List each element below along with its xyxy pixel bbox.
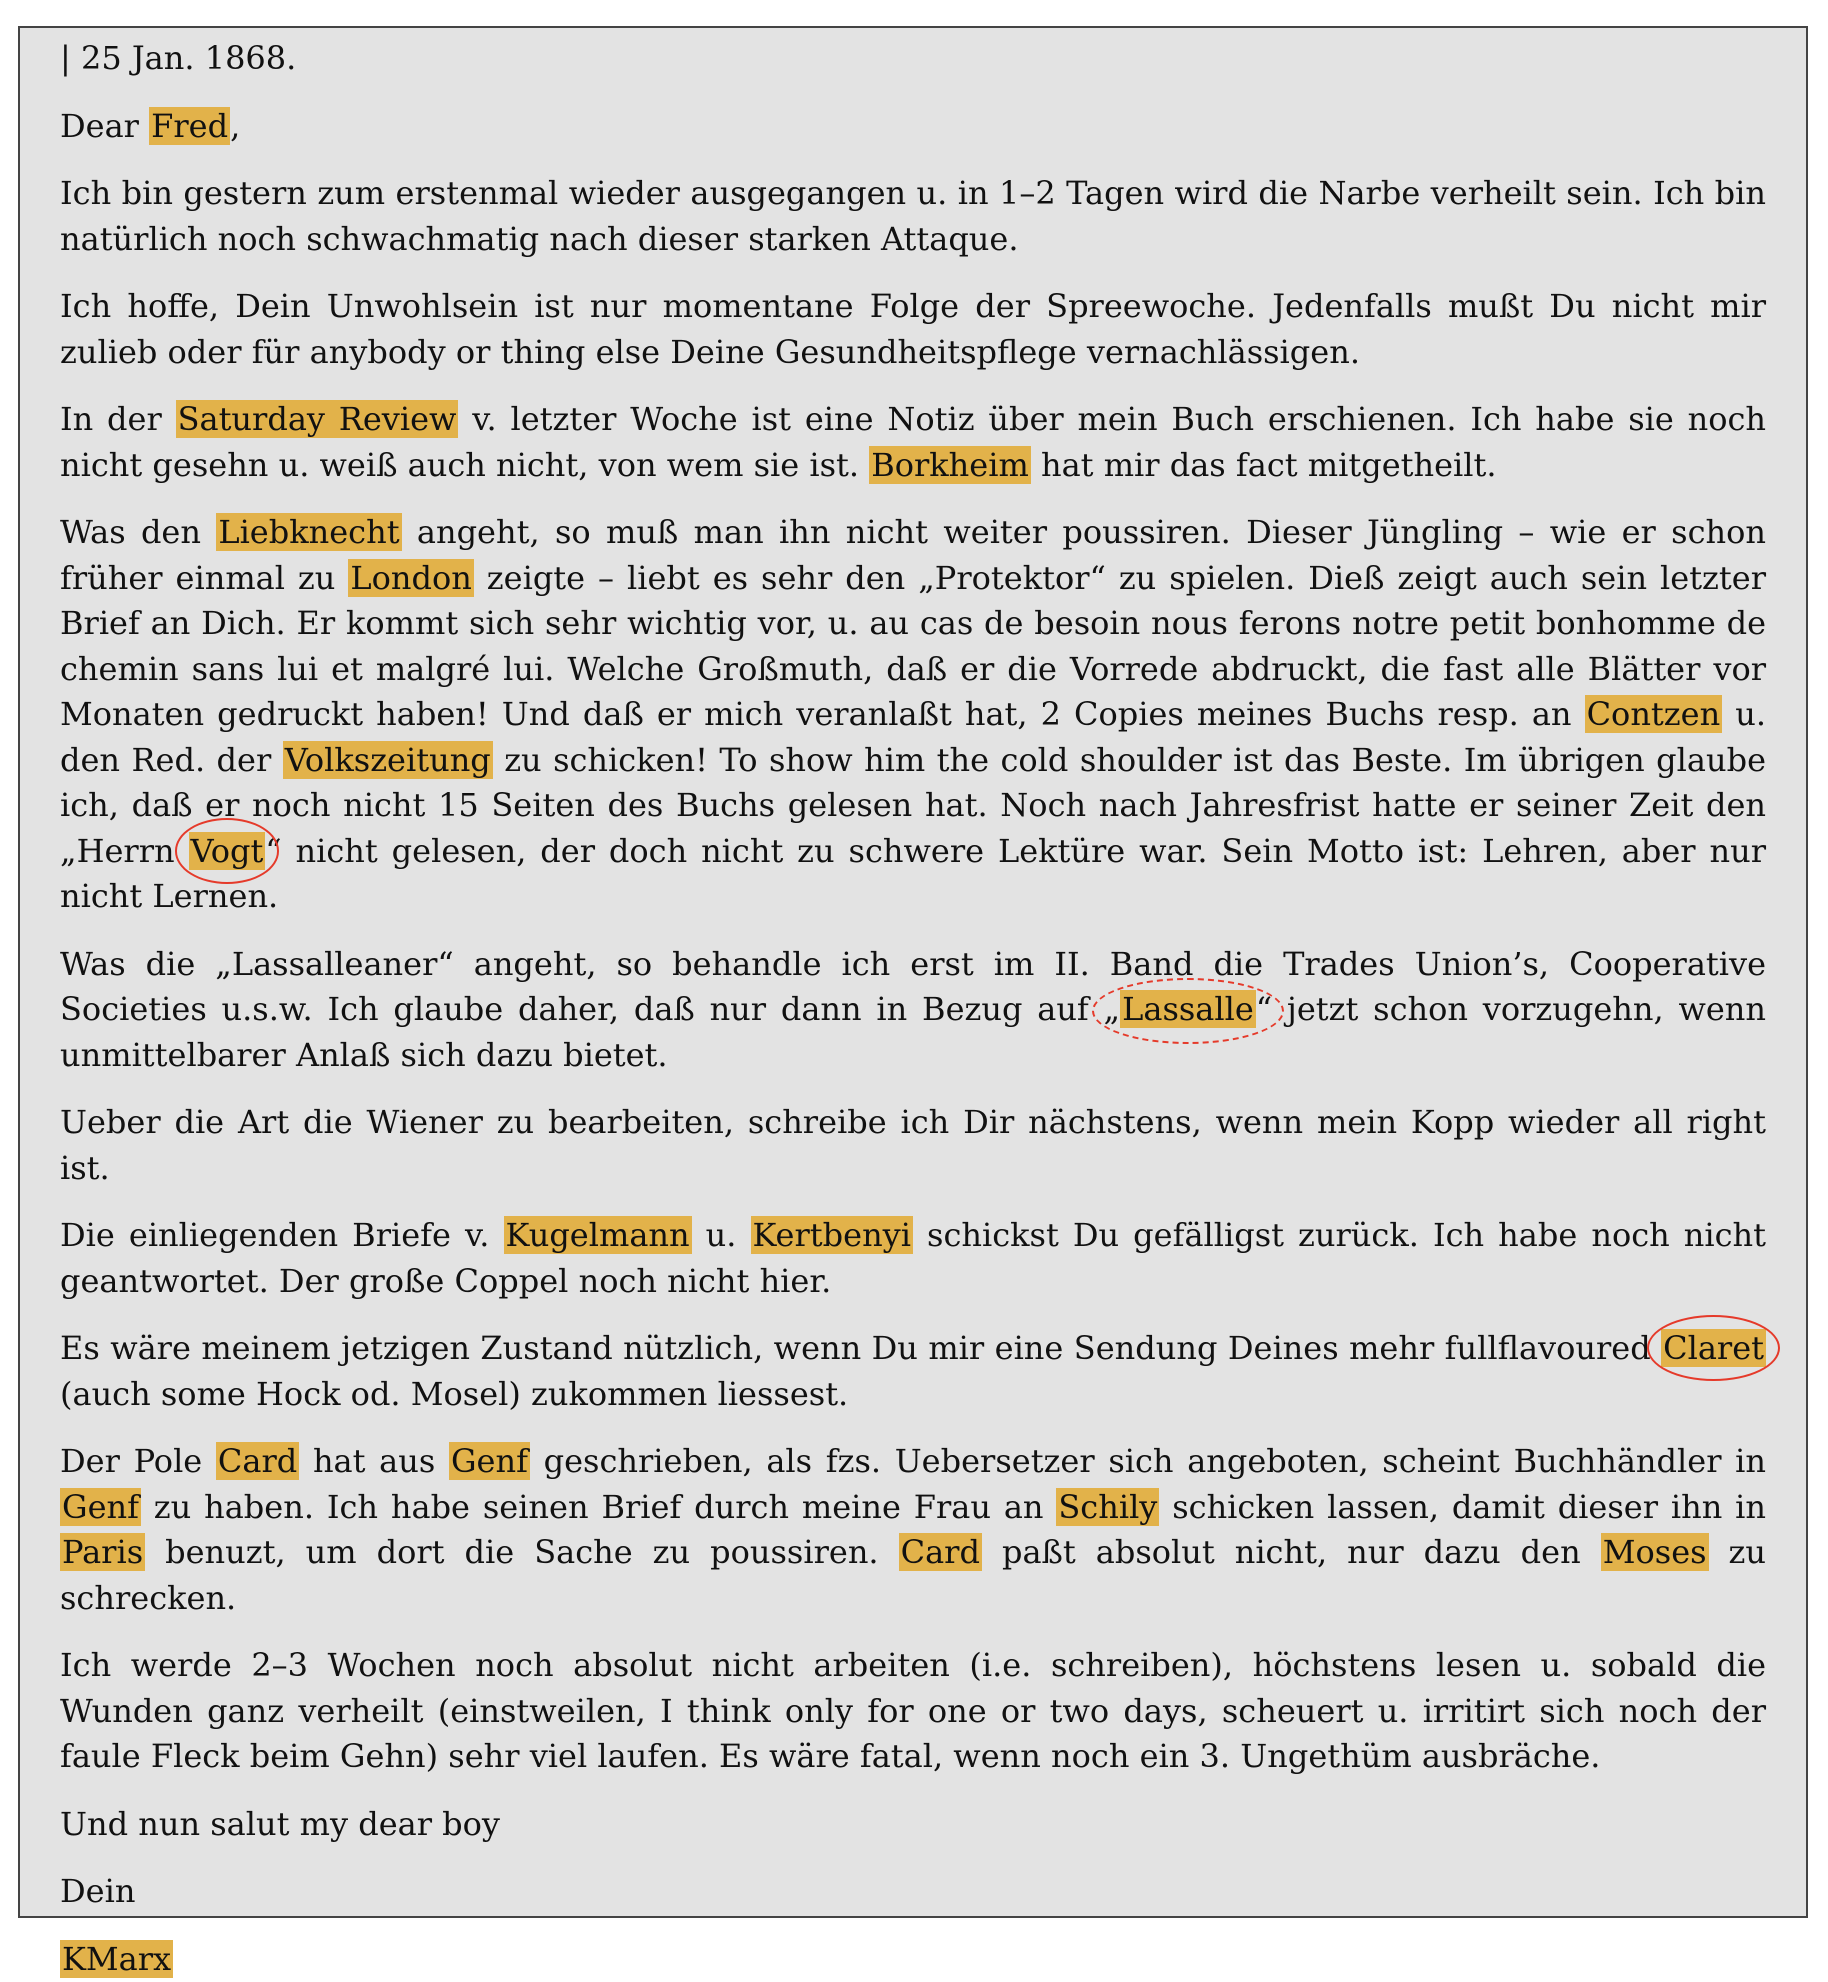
text-segment: hat mir das fact mitgetheilt. — [1031, 446, 1497, 484]
text-segment: v. letzter Woche ist eine Notiz über mein Buch erschienen. Ich habe sie noch nicht gesehn u. weiß auch nicht, von wem sie ist. — [60, 400, 1766, 484]
highlighted-name: Paris — [60, 1533, 145, 1571]
highlighted-name: Contzen — [1585, 695, 1723, 733]
letter-paragraph — [60, 1869, 1766, 1915]
highlighted-name: London — [348, 559, 473, 597]
text-segment: Es wäre meinem jetzigen Zustand nützlich, wenn Du mir eine Sendung Deines mehr fullflavoured — [60, 1329, 1661, 1367]
text-segment: Dein — [60, 1872, 135, 1910]
text-segment: zeigte – liebt es sehr den „Protektor“ zu spielen. Dieß zeigt auch sein letzter Brief an Dich. Er kommt sich sehr wichtig vor, u. au cas de besoin nous ferons notre petit bonhomme de chemin sans lui et malgré lui. Welche Großmuth, daß er die Vorrede abdruckt, die fast alle Blätter vor Monaten gedruckt haben! Und daß er mich veranlaßt hat, 2 Copies meines Buchs resp. an — [60, 559, 1766, 734]
highlighted-name: Kugelmann — [504, 1216, 692, 1254]
letter-date: | 25 Jan. 1868. — [60, 36, 1766, 82]
highlighted-name: Saturday Review — [176, 400, 459, 438]
highlighted-name: Moses — [1601, 1533, 1709, 1571]
highlighted-name: KMarx — [60, 1940, 173, 1978]
text-segment: u. den Red. der — [60, 695, 1766, 779]
text-segment: , — [230, 107, 240, 145]
text-segment: Ich werde 2–3 Wochen noch absolut nicht arbeiten (i.e. schreiben), höchstens lesen u. sobald die Wunden ganz verheilt (einstweilen, I think only for one or two days, scheuert u. irritirt sich noch der faule Fleck beim Gehn) sehr viel laufen. Es wäre fatal, wenn noch ein 3. Ungethüm ausbräche. — [60, 1646, 1766, 1775]
text-segment: Ich bin gestern zum erstenmal wieder ausgegangen u. in 1–2 Tagen wird die Narbe verheilt sein. Ich bin natürlich noch schwachmatig nach dieser starken Attaque. — [60, 174, 1766, 258]
circled-name: Vogt — [189, 832, 266, 870]
letter-paragraph — [60, 1326, 1766, 1417]
highlighted-name: Card — [899, 1533, 982, 1571]
highlighted-name: Schily — [1056, 1488, 1159, 1526]
highlighted-name: Borkheim — [869, 446, 1031, 484]
letter-panel — [18, 26, 1808, 1918]
highlighted-name: Kertbenyi — [751, 1216, 913, 1254]
text-segment: schickst Du gefälligst zurück. Ich habe noch nicht geantwortet. Der große Coppel noch nicht hier. — [60, 1216, 1766, 1300]
letter-paragraph — [60, 1213, 1766, 1304]
circled-name: Claret — [1661, 1329, 1766, 1367]
highlighted-name: Genf — [60, 1488, 141, 1526]
letter-paragraph — [60, 1100, 1766, 1191]
text-segment: Was die „Lassalleaner“ angeht, so behandle ich erst im II. Band die Trades Union’s, Cooperative Societies u.s.w. Ich glaube daher, daß nur dann in Bezug auf „ — [60, 945, 1766, 1029]
text-segment: Ueber die Art die Wiener zu bearbeiten, schreibe ich Dir nächstens, wenn mein Kopp wieder all right ist. — [60, 1103, 1766, 1187]
letter-paragraph — [60, 104, 1766, 150]
text-segment: “ nicht gelesen, der doch nicht zu schwere Lektüre war. Sein Motto ist: Lehren, aber nur nicht Lernen. — [60, 832, 1766, 916]
letter-paragraph — [60, 942, 1766, 1079]
text-segment: zu schrecken. — [60, 1533, 1766, 1617]
text-segment: benuzt, um dort die Sache zu poussiren. — [145, 1533, 898, 1571]
highlighted-name: Liebknecht — [216, 513, 401, 551]
letter-paragraph — [60, 1643, 1766, 1780]
text-segment: Die einliegenden Briefe v. — [60, 1216, 504, 1254]
highlighted-name: Genf — [449, 1442, 530, 1480]
letter-paragraph — [60, 510, 1766, 920]
letter-paragraph — [60, 1439, 1766, 1621]
highlighted-name: Card — [216, 1442, 299, 1480]
dashed-circled-name: Lassalle — [1120, 990, 1256, 1028]
text-segment: hat aus — [299, 1442, 449, 1480]
letter-paragraph — [60, 1937, 1766, 1982]
text-segment: paßt absolut nicht, nur dazu den — [982, 1533, 1601, 1571]
text-segment: angeht, so muß man ihn nicht weiter poussiren. Dieser Jüngling – wie er schon früher einmal zu — [60, 513, 1766, 597]
letter-paragraph — [60, 284, 1766, 375]
text-segment: “ jetzt schon vorzugehn, wenn unmittelbarer Anlaß sich dazu bietet. — [60, 990, 1766, 1074]
text-segment: Der Pole — [60, 1442, 216, 1480]
text-segment: geschrieben, als fzs. Uebersetzer sich angeboten, scheint Buchhändler in — [530, 1442, 1766, 1480]
letter-body — [60, 104, 1766, 1982]
highlighted-name: Volkszeitung — [283, 741, 493, 779]
text-segment: In der — [60, 400, 176, 438]
letter-paragraph — [60, 397, 1766, 488]
text-segment: (auch some Hock od. Mosel) zukommen liessest. — [60, 1375, 848, 1413]
text-segment: zu schicken! To show him the cold shoulder ist das Beste. Im übrigen glaube ich, daß er noch nicht 15 Seiten des Buchs gelesen hat. Noch nach Jahresfrist hatte er seiner Zeit den „Herrn — [60, 741, 1766, 870]
text-segment: u. — [692, 1216, 751, 1254]
text-segment: Ich hoffe, Dein Unwohlsein ist nur momentane Folge der Spreewoche. Jedenfalls mußt Du nicht mir zulieb oder für anybody or thing else Deine Gesundheitspflege vernachlässigen. — [60, 287, 1766, 371]
letter-paragraph — [60, 1802, 1766, 1848]
text-segment: schicken lassen, damit dieser ihn in — [1159, 1488, 1766, 1526]
text-segment: Was den — [60, 513, 216, 551]
text-segment: Und nun salut my dear boy — [60, 1805, 500, 1843]
text-segment: zu haben. Ich habe seinen Brief durch meine Frau an — [141, 1488, 1056, 1526]
letter-paragraph — [60, 171, 1766, 262]
highlighted-name: Fred — [149, 107, 230, 145]
text-segment: Dear — [60, 107, 149, 145]
